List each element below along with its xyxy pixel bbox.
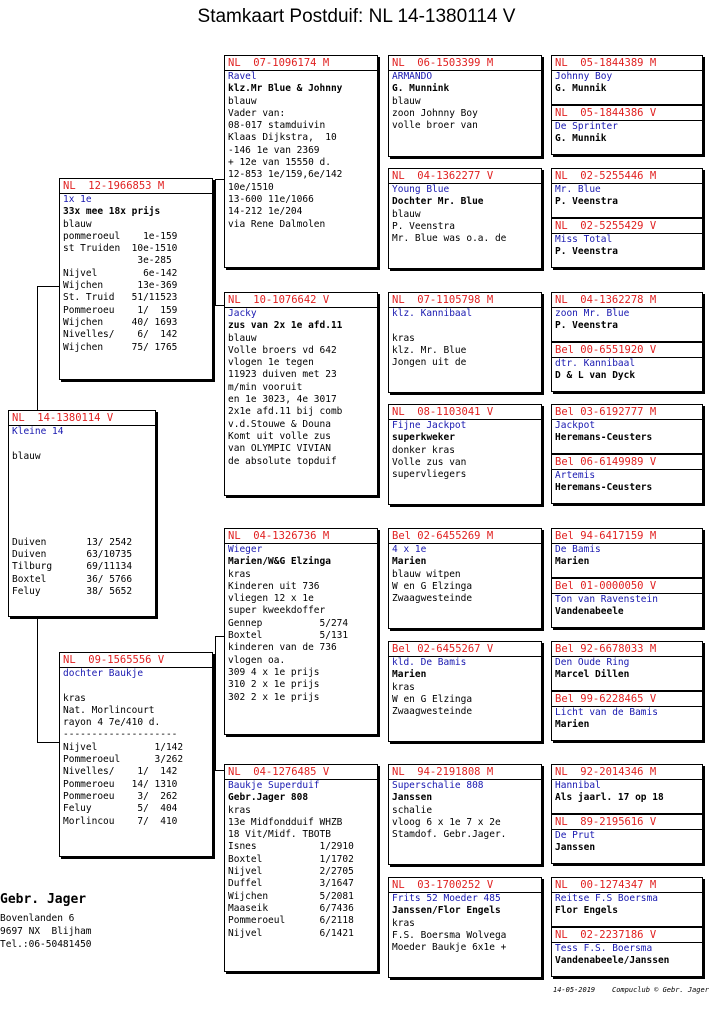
pedigree-card-ancestor[interactable]: [551, 105, 703, 155]
info-line: vloog 6 x 1e 7 x 2e: [392, 816, 501, 828]
pigeon-name: Frits 52 Moeder 485: [392, 893, 501, 904]
pigeon-name: kld. De Bamis: [392, 657, 467, 668]
info-line: m/min vooruit: [228, 381, 303, 393]
connector: [37, 742, 59, 743]
info-line: schalie: [392, 804, 433, 816]
pedigree-card-grandparent[interactable]: [224, 764, 378, 972]
info-line: 18 Vit/Midf. TBOTB: [228, 829, 331, 841]
pigeon-name: Tess F.S. Boersma: [555, 943, 653, 954]
info-line: Marcel Dillen: [555, 669, 630, 681]
info-line: Feluy 5/ 404: [63, 803, 178, 815]
pedigree-card-ancestor[interactable]: [551, 814, 703, 864]
info-line: kinderen van de 736: [228, 642, 337, 654]
pigeon-name: Baukje Superduif: [228, 780, 320, 791]
ring-number: Bel 03-6192777 M: [552, 405, 702, 420]
pigeon-name: Ravel: [228, 71, 257, 82]
info-line: Nijvel 1/142: [63, 741, 184, 753]
owner-phone: Tel.:06-50481450: [0, 939, 92, 950]
info-line: blauw: [228, 95, 257, 107]
info-line: Wijchen 5/2081: [228, 890, 354, 902]
pigeon-name: Mr. Blue: [555, 184, 601, 195]
pigeon-name: klz. Kannibaal: [392, 308, 473, 319]
info-line: supervliegers: [392, 469, 467, 481]
pedigree-card-ancestor[interactable]: [551, 641, 703, 691]
ring-number: Bel 00-6551920 V: [552, 343, 702, 358]
info-line: Janssen/Flor Engels: [392, 905, 501, 917]
ring-number: NL 06-1503399 M: [389, 56, 541, 71]
ring-number: NL 09-1565556 V: [60, 653, 212, 668]
info-line: blauw: [12, 450, 41, 462]
info-line: [9, 438, 155, 450]
pedigree-card-great-grandparent[interactable]: [388, 55, 542, 157]
info-line: 309 4 x 1e prijs: [228, 666, 320, 678]
info-line: [389, 320, 541, 332]
info-line: vliegen 12 x 1e: [228, 593, 314, 605]
pigeon-name: ARMANDO: [392, 71, 433, 82]
pedigree-card-ancestor[interactable]: [551, 292, 703, 342]
ring-number: NL 02-5255446 M: [552, 169, 702, 184]
pigeon-name: Jacky: [228, 308, 257, 319]
pigeon-name: dtr. Kannibaal: [555, 358, 636, 369]
pedigree-card-subject[interactable]: [8, 410, 156, 617]
ring-number: NL 89-2195616 V: [552, 815, 702, 830]
info-line: G. Munnik: [555, 83, 607, 95]
info-line: donker kras: [392, 444, 455, 456]
pigeon-name: Superschalie 808: [392, 780, 484, 791]
connector: [215, 770, 224, 771]
info-line: G. Munnik: [555, 133, 607, 145]
pedigree-card-ancestor[interactable]: [551, 218, 703, 268]
info-line: Marien: [555, 556, 590, 568]
info-line: Mr. Blue was o.a. de: [392, 233, 507, 245]
pedigree-card-great-grandparent[interactable]: [388, 764, 542, 865]
info-line: D & L van Dyck: [555, 370, 636, 382]
ring-number: Bel 92-6678033 M: [552, 642, 702, 657]
pedigree-card-ancestor[interactable]: [551, 927, 703, 977]
info-line: Morlincou 7/ 410: [63, 815, 178, 827]
info-line: 08-017 stamduivin: [228, 120, 326, 132]
ring-number: Bel 02-6455269 M: [389, 529, 541, 544]
info-line: Tilburg 69/11134: [12, 561, 133, 573]
ring-number: NL 94-2191808 M: [389, 765, 541, 780]
info-line: W en G Elzinga: [392, 580, 473, 592]
info-line: blauw: [392, 208, 421, 220]
info-line: Volle zus van: [392, 456, 467, 468]
info-line: kras: [392, 681, 415, 693]
info-line: Janssen: [392, 792, 433, 804]
pigeon-name: Artemis: [555, 470, 596, 481]
info-line: 2x1e afd.11 bij comb: [228, 406, 343, 418]
pedigree-card-mother[interactable]: [59, 652, 213, 857]
ring-number: Bel 02-6455267 V: [389, 642, 541, 657]
info-line: blauw: [228, 332, 257, 344]
info-line: kras: [228, 568, 251, 580]
ring-number: NL 07-1096174 M: [225, 56, 377, 71]
connector: [215, 179, 224, 180]
ring-number: NL 04-1362277 V: [389, 169, 541, 184]
ring-number: NL 05-1844389 M: [552, 56, 702, 71]
pedigree-card-ancestor[interactable]: [551, 454, 703, 504]
info-line: P. Veenstra: [555, 320, 618, 332]
pedigree-card-ancestor[interactable]: [551, 578, 703, 628]
pedigree-card-ancestor[interactable]: [551, 55, 703, 105]
info-line: Vandenabeele/Janssen: [555, 955, 670, 967]
info-line: st Truiden 10e-1510: [63, 243, 178, 255]
info-line: 3e-285: [63, 255, 172, 267]
info-line: Pommeroeu 1/ 159: [63, 304, 178, 316]
pigeon-name: Fijne Jackpot: [392, 420, 467, 431]
pedigree-card-ancestor[interactable]: [551, 404, 703, 454]
info-line: Marien: [555, 719, 590, 731]
info-line: Maaseik 6/7436: [228, 902, 354, 914]
info-line: klz. Mr. Blue: [392, 344, 467, 356]
info-line: Wijchen 13e-369: [63, 280, 178, 292]
pedigree-card-ancestor[interactable]: [551, 342, 703, 392]
info-line: P. Veenstra: [392, 220, 455, 232]
info-line: Dochter Mr. Blue: [392, 196, 484, 208]
pedigree-card-grandparent[interactable]: [224, 55, 378, 268]
info-line: G. Munnink: [392, 83, 450, 95]
info-line: Isnes 1/2910: [228, 841, 354, 853]
info-line: P. Veenstra: [555, 196, 618, 208]
pedigree-card-great-grandparent[interactable]: [388, 877, 542, 978]
ring-number: NL 00-1274347 M: [552, 878, 702, 893]
info-line: klz.Mr Blue & Johnny: [228, 83, 343, 95]
info-line: vlogen 1e tegen: [228, 357, 314, 369]
info-line: Jongen uit de: [392, 357, 467, 369]
info-line: Heremans-Ceusters: [555, 482, 653, 494]
info-line: Nat. Morlincourt: [63, 704, 155, 716]
info-line: Boxtel 5/131: [228, 630, 349, 642]
info-line: [9, 475, 155, 487]
info-line: blauw witpen: [392, 568, 461, 580]
info-line: blauw: [392, 95, 421, 107]
pigeon-name: Young Blue: [392, 184, 450, 195]
info-line: --------------------: [63, 729, 178, 741]
pedigree-card-great-grandparent[interactable]: [388, 404, 542, 505]
info-line: pommeroeul 1e-159: [63, 230, 178, 242]
info-line: Marien/W&G Elzinga: [228, 556, 331, 568]
ring-number: NL 02-5255429 V: [552, 219, 702, 234]
connector: [215, 305, 224, 306]
info-line: kras: [392, 917, 415, 929]
ring-number: NL 08-1103041 V: [389, 405, 541, 420]
info-line: 33x mee 18x prijs: [63, 206, 161, 218]
connector: [215, 179, 216, 305]
ring-number: NL 10-1076642 V: [225, 293, 377, 308]
info-line: vlogen oa.: [228, 654, 286, 666]
info-line: super kweekdoffer: [228, 605, 326, 617]
pigeon-name: Miss Total: [555, 234, 613, 245]
pedigree-card-ancestor[interactable]: [551, 877, 703, 927]
connector: [215, 636, 216, 770]
info-line: 13-600 11e/1066: [228, 193, 314, 205]
info-line: Boxtel 36/ 5766: [12, 573, 133, 585]
info-line: Pommeroeul 6/2118: [228, 915, 354, 927]
info-line: + 12e van 15550 d.: [228, 157, 331, 169]
info-line: St. Truid 51/11523: [63, 292, 178, 304]
info-line: Duiven 63/10735: [12, 548, 133, 560]
info-line: Duiven 13/ 2542: [12, 536, 133, 548]
pedigree-card-grandparent[interactable]: [224, 292, 378, 496]
info-line: v.d.Stouwe & Douna: [228, 418, 331, 430]
info-line: blauw: [63, 218, 92, 230]
ring-number: NL 92-2014346 M: [552, 765, 702, 780]
info-line: 12-853 1e/159,6e/142: [228, 169, 343, 181]
pigeon-name: De Sprinter: [555, 121, 618, 132]
info-line: 302 2 x 1e prijs: [228, 691, 320, 703]
info-line: Volle broers vd 642: [228, 344, 337, 356]
ring-number: NL 14-1380114 V: [9, 411, 155, 426]
info-line: Stamdof. Gebr.Jager.: [392, 829, 507, 841]
info-line: volle broer van: [392, 120, 478, 132]
info-line: via Rene Dalmolen: [228, 218, 326, 230]
pigeon-name: zoon Mr. Blue: [555, 308, 630, 319]
info-line: 310 2 x 1e prijs: [228, 679, 320, 691]
pedigree-card-ancestor[interactable]: [551, 764, 703, 814]
pedigree-card-great-grandparent[interactable]: [388, 641, 542, 742]
pigeon-name: Licht van de Bamis: [555, 707, 658, 718]
pedigree-card-great-grandparent[interactable]: [388, 168, 542, 269]
info-line: Boxtel 1/1702: [228, 853, 354, 865]
owner-postcode: 9697 NX Blijham: [0, 926, 92, 937]
pigeon-name: De Bamis: [555, 544, 601, 555]
info-line: Komt uit volle zus: [228, 430, 331, 442]
pigeon-name: Johnny Boy: [555, 71, 613, 82]
info-line: Klaas Dijkstra, 10: [228, 132, 337, 144]
connector: [37, 286, 59, 287]
info-line: [9, 524, 155, 536]
ring-number: NL 12-1966853 M: [60, 179, 212, 194]
info-line: zoon Johnny Boy: [392, 107, 478, 119]
ring-number: Bel 94-6417159 M: [552, 529, 702, 544]
pedigree-card-father[interactable]: [59, 178, 213, 380]
ring-number: NL 04-1276485 V: [225, 765, 377, 780]
info-line: superkweker: [392, 432, 455, 444]
info-line: [9, 463, 155, 475]
ring-number: NL 04-1326736 M: [225, 529, 377, 544]
pigeon-name: Ton van Ravenstein: [555, 594, 658, 605]
info-line: 14-212 1e/204: [228, 206, 303, 218]
info-line: kras: [228, 804, 251, 816]
info-line: Moeder Baukje 6x1e +: [392, 942, 507, 954]
pigeon-name: 4 x 1e: [392, 544, 427, 555]
info-line: [9, 512, 155, 524]
page-title: Stamkaart Postduif: NL 14-1380114 V: [197, 6, 516, 27]
info-line: en 1e 3023, 4e 3017: [228, 394, 337, 406]
info-line: 11923 duiven met 23: [228, 369, 337, 381]
ring-number: NL 04-1362278 M: [552, 293, 702, 308]
owner-address: Bovenlanden 6: [0, 913, 75, 924]
info-line: Nivelles/ 6/ 142: [63, 329, 178, 341]
info-line: Pommeroeu 3/ 262: [63, 790, 178, 802]
info-line: kras: [392, 332, 415, 344]
info-line: van OLYMPIC VIVIAN: [228, 443, 331, 455]
pigeon-name: Hannibal: [555, 780, 601, 791]
info-line: Marien: [392, 556, 427, 568]
pigeon-name: dochter Baukje: [63, 668, 144, 679]
info-line: -146 1e van 2369: [228, 144, 320, 156]
info-line: F.S. Boersma Wolvega: [392, 929, 507, 941]
footer-credit: 14-05-2019 Compuclub © Gebr. Jager: [553, 986, 709, 994]
info-line: P. Veenstra: [555, 246, 618, 258]
ring-number: Bel 01-0000050 V: [552, 579, 702, 594]
info-line: de absolute topduif: [228, 455, 337, 467]
ring-number: NL 03-1700252 V: [389, 878, 541, 893]
pigeon-name: De Prut: [555, 830, 596, 841]
info-line: Nijvel 2/2705: [228, 866, 354, 878]
info-line: Kinderen uit 736: [228, 580, 320, 592]
pigeon-name: Jackpot: [555, 420, 596, 431]
pigeon-name: Kleine 14: [12, 426, 64, 437]
pedigree-card-ancestor[interactable]: [551, 168, 703, 218]
pedigree-card-ancestor[interactable]: [551, 691, 703, 741]
info-line: zus van 2x 1e afd.11: [228, 320, 343, 332]
pedigree-card-great-grandparent[interactable]: [388, 292, 542, 393]
info-line: Nivelles/ 1/ 142: [63, 766, 178, 778]
connector: [37, 617, 38, 742]
info-line: Als jaarl. 17 op 18: [555, 792, 664, 804]
pigeon-name: Reitse F.S Boersma: [555, 893, 658, 904]
ring-number: NL 02-2237186 V: [552, 928, 702, 943]
info-line: [9, 487, 155, 499]
info-line: [9, 500, 155, 512]
pedigree-card-grandparent[interactable]: [224, 528, 378, 735]
connector: [37, 286, 38, 410]
pedigree-card-great-grandparent[interactable]: [388, 528, 542, 629]
ring-number: NL 05-1844386 V: [552, 106, 702, 121]
owner-name: Gebr. Jager: [0, 892, 87, 907]
info-line: Zwaagwesteinde: [392, 706, 473, 718]
pedigree-card-ancestor[interactable]: [551, 528, 703, 578]
info-line: Zwaagwesteinde: [392, 593, 473, 605]
info-line: 10e/1510: [228, 181, 274, 193]
info-line: Nijvel 6/1421: [228, 927, 354, 939]
info-line: Flor Engels: [555, 905, 618, 917]
info-line: 13e Midfondduif WHZB: [228, 816, 343, 828]
info-line: [60, 680, 212, 692]
info-line: Nijvel 6e-142: [63, 267, 178, 279]
pigeon-name: 1x 1e: [63, 194, 92, 205]
info-line: Marien: [392, 669, 427, 681]
info-line: Feluy 38/ 5652: [12, 585, 133, 597]
ring-number: Bel 99-6228465 V: [552, 692, 702, 707]
info-line: kras: [63, 692, 86, 704]
info-line: Pommeroeu 14/ 1310: [63, 778, 178, 790]
ring-number: NL 07-1105798 M: [389, 293, 541, 308]
info-line: Duffel 3/1647: [228, 878, 354, 890]
info-line: Pommeroeul 3/262: [63, 754, 184, 766]
pigeon-name: Wieger: [228, 544, 263, 555]
info-line: Gennep 5/274: [228, 617, 349, 629]
info-line: Vandenabeele: [555, 606, 624, 618]
info-line: Heremans-Ceusters: [555, 432, 653, 444]
info-line: Wijchen 40/ 1693: [63, 316, 178, 328]
info-line: W en G Elzinga: [392, 693, 473, 705]
ring-number: Bel 06-6149989 V: [552, 455, 702, 470]
info-line: Wijchen 75/ 1765: [63, 341, 178, 353]
info-line: rayon 4 7e/410 d.: [63, 717, 161, 729]
info-line: Janssen: [555, 842, 596, 854]
connector: [215, 636, 224, 637]
info-line: Vader van:: [228, 107, 286, 119]
pigeon-name: Den Oude Ring: [555, 657, 630, 668]
info-line: Gebr.Jager 808: [228, 792, 309, 804]
